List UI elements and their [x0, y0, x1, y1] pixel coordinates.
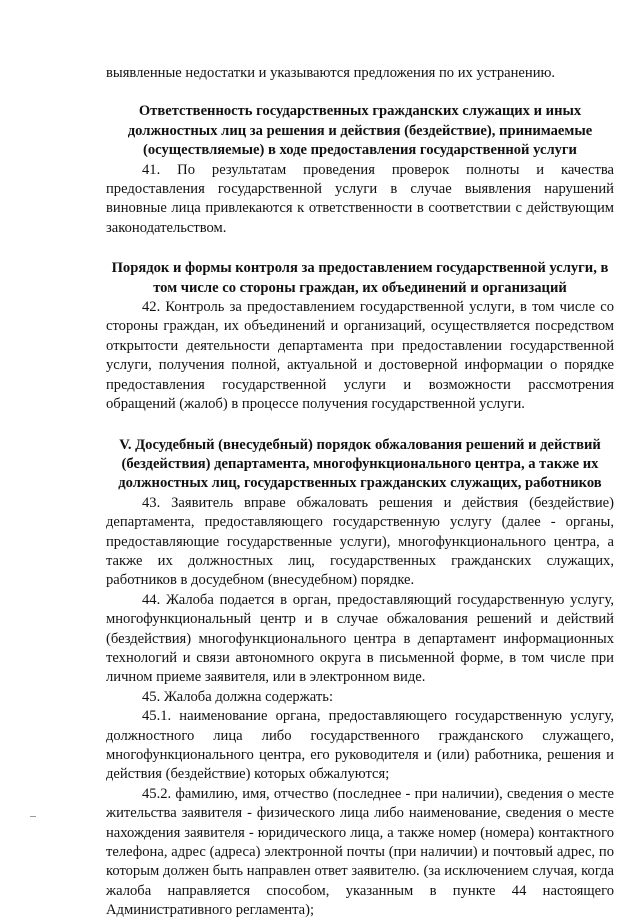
paragraph-44: 44. Жалоба подается в орган, предоставляющий государственную услугу, многофункциональный центр и в случае обжалования решений и действий (бездействия) многофункционального центра в департамент информационных технологий и связи автономного округа в письменной форме, в том числе при личном приеме заявителя, или в электронном виде. [106, 591, 614, 686]
paragraph-45-2: 45.2. фамилию, имя, отчество (последнее - при наличии), сведения о месте жительства заявителя - физического лица либо наименование, сведения о месте нахождения заявителя - юридического лица, а также номер (номера) контактного телефона, адрес (адреса) электронной почты (при наличии) и почтовый адрес, по которым должен быть направлен ответ заявителю. (за исключением случая, когда жалоба направляется способом, указанным в пункте 44 настоящего Административного регламента); [106, 785, 614, 919]
scan-mark-left [30, 816, 36, 817]
paragraph-41: 41. По результатам проведения проверок полноты и качества предоставления государственной услуги в случае выявления нарушений виновные лица привлекаются к ответственности в соответствии с действующим законодательством. [106, 161, 614, 236]
document-page [106, 64, 614, 921]
paragraph-45: 45. Жалоба должна содержать: [142, 688, 333, 705]
paragraph-45-1: 45.1. наименование органа, предоставляющего государственную услугу, должностного лица либо государственного гражданского служащего, многофункционального центра, его руководителя и (или) работника, решения и действия (бездействие) которых обжалуются; [106, 708, 614, 783]
heading-control: Порядок и формы контроля за предоставлением государственной услуги, в том числе со стороны граждан, их объединений и организаций [111, 260, 609, 296]
heading-section-5: V. Досудебный (внесудебный) порядок обжалования решений и действий (бездействия) департамента, многофункционального центра, а также их должностных лиц, государственных гражданских служащих, работников [118, 436, 602, 492]
paragraph-intro: выявленные недостатки и указываются предложения по их устранению. [106, 65, 556, 81]
heading-responsibility: Ответственность государственных гражданских служащих и иных должностных лиц за решения и действия (бездействие), принимаемые (осуществляемые) в ходе предоставления государственной услуги [127, 103, 593, 159]
paragraph-43: 43. Заявитель вправе обжаловать решения и действия (бездействие) департамента, предоставляющего государственную услугу (далее - органы, предоставляющие государственные услуги), многофункционального центра, а также их должностных лиц, государственных гражданских служащих, работников в досудебном (внесудебном) порядке. [106, 494, 614, 589]
paragraph-42: 42. Контроль за предоставлением государственной услуги, в том числе со стороны граждан, их объединений и организаций, осуществляется посредством открытости деятельности департамента при предоставлении государственной услуги, получения полной, актуальной и достоверной информации о порядке предоставления государственной услуги и возможности рассмотрения обращений (жалоб) в процессе получения государственной услуги. [106, 299, 614, 413]
